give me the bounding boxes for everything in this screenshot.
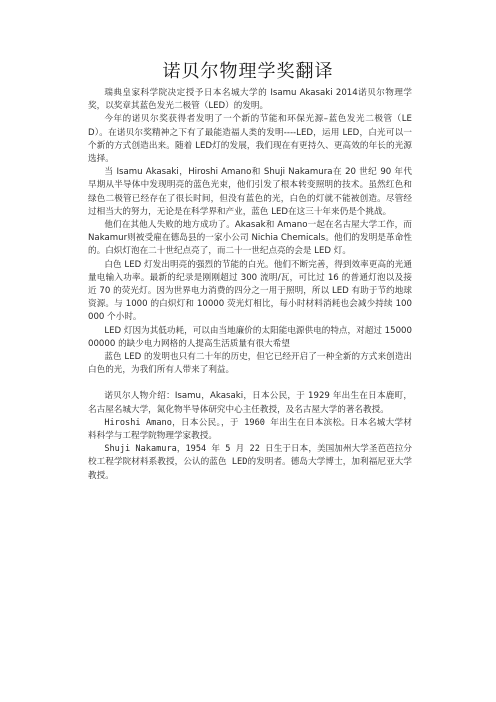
- bio-amano: Hiroshi Amano，日本公民。，于 1960 年出生在日本滨松。日本名城大学材料科学与工程学院物理学家教授。: [88, 417, 412, 442]
- conclusion-paragraph: 蓝色 LED 的发明也只有二十年的历史，但它已经开启了一种全新的方式来创造出白色的光，为我们所有人带来了利益。: [88, 352, 412, 376]
- document-title: 诺贝尔物理学奖翻译: [162, 61, 334, 82]
- discovery-paragraph: 当 Isamu Akasaki，Hiroshi Amano和 Shuji Nakamura在 20 世纪 90 年代早期从半导体中发现明亮的蓝色光束，他们引发了根本转变照明的技术。虽然红色和绿色二极管已经存在了很长时间，但没有蓝色的光，白色的灯就不能被创造。尽管经过相当大的努力，无论是在科学界和产业，蓝色 LED在这三十年来仍是个挑战。: [88, 167, 412, 217]
- success-paragraph: 他们在其他人失败的地方成功了。Akasak和 Amano一起在名古屋大学工作，而 Nakamur则被受雇在德岛县的一家小公司 Nichia Chemicals。他们的发明是革命性的。白炽灯泡在二十世纪点亮了，而二十一世纪点亮的会是 LED 灯。: [88, 220, 412, 257]
- document-body: [88, 87, 412, 483]
- section-gap: [88, 377, 412, 390]
- low-power-paragraph: LED 灯因为其低功耗，可以由当地廉价的太阳能电源供电的特点，对超过 1500000000 的缺少电力网格的人提高生活质量有很大希望: [88, 325, 412, 349]
- invention-paragraph: 今年的诺贝尔奖获得者发明了一个新的节能和环保光源–蓝色发光二极管（LED）。在诺贝尔奖精神之下有了最能造福人类的发明----LED，运用 LED，白光可以一个新的方式创造出来。随着 LED灯的发展，我们现在有更持久、更高效的年长的光源选择。: [88, 114, 412, 165]
- efficiency-paragraph: 白色 LED 灯发出明亮的强烈的节能的白光。他们不断完善，得到效率更高的光通量电输入功率。最新的纪录是刚刚超过 300 流明/瓦，可比过 16 的普通灯泡以及接近 70 的荧光灯。因为世界电力消费的四分之一用于照明，所以 LED 有助于节约地球资源。与 1000 的白炽灯和 10000 荧光灯相比，每小时材料消耗也会减少持续 100000 个小时。: [88, 259, 412, 323]
- bio-akasaki: 诺贝尔人物介绍：Isamu，Akasaki，日本公民，于 1929 年出生在日本鹿町，名古屋名城大学，氮化物半导体研究中心主任教授，及名古屋大学的著名教授。: [88, 391, 412, 415]
- bio-nakamura: Shuji Nakamura，1954 年 5 月 22 日生于日本，美国加州大学圣芭芭拉分校工程学院材料系教授，公认的蓝色 LED的发明者。德岛大学博士，加利福尼亚大学教授。: [88, 444, 412, 481]
- intro-paragraph: 瑞典皇家科学院决定授予日本名城大学的 Isamu Akasaki 2014诺贝尔物理学奖，以奖章其蓝色发光二极管（LED）的发明。: [88, 88, 412, 112]
